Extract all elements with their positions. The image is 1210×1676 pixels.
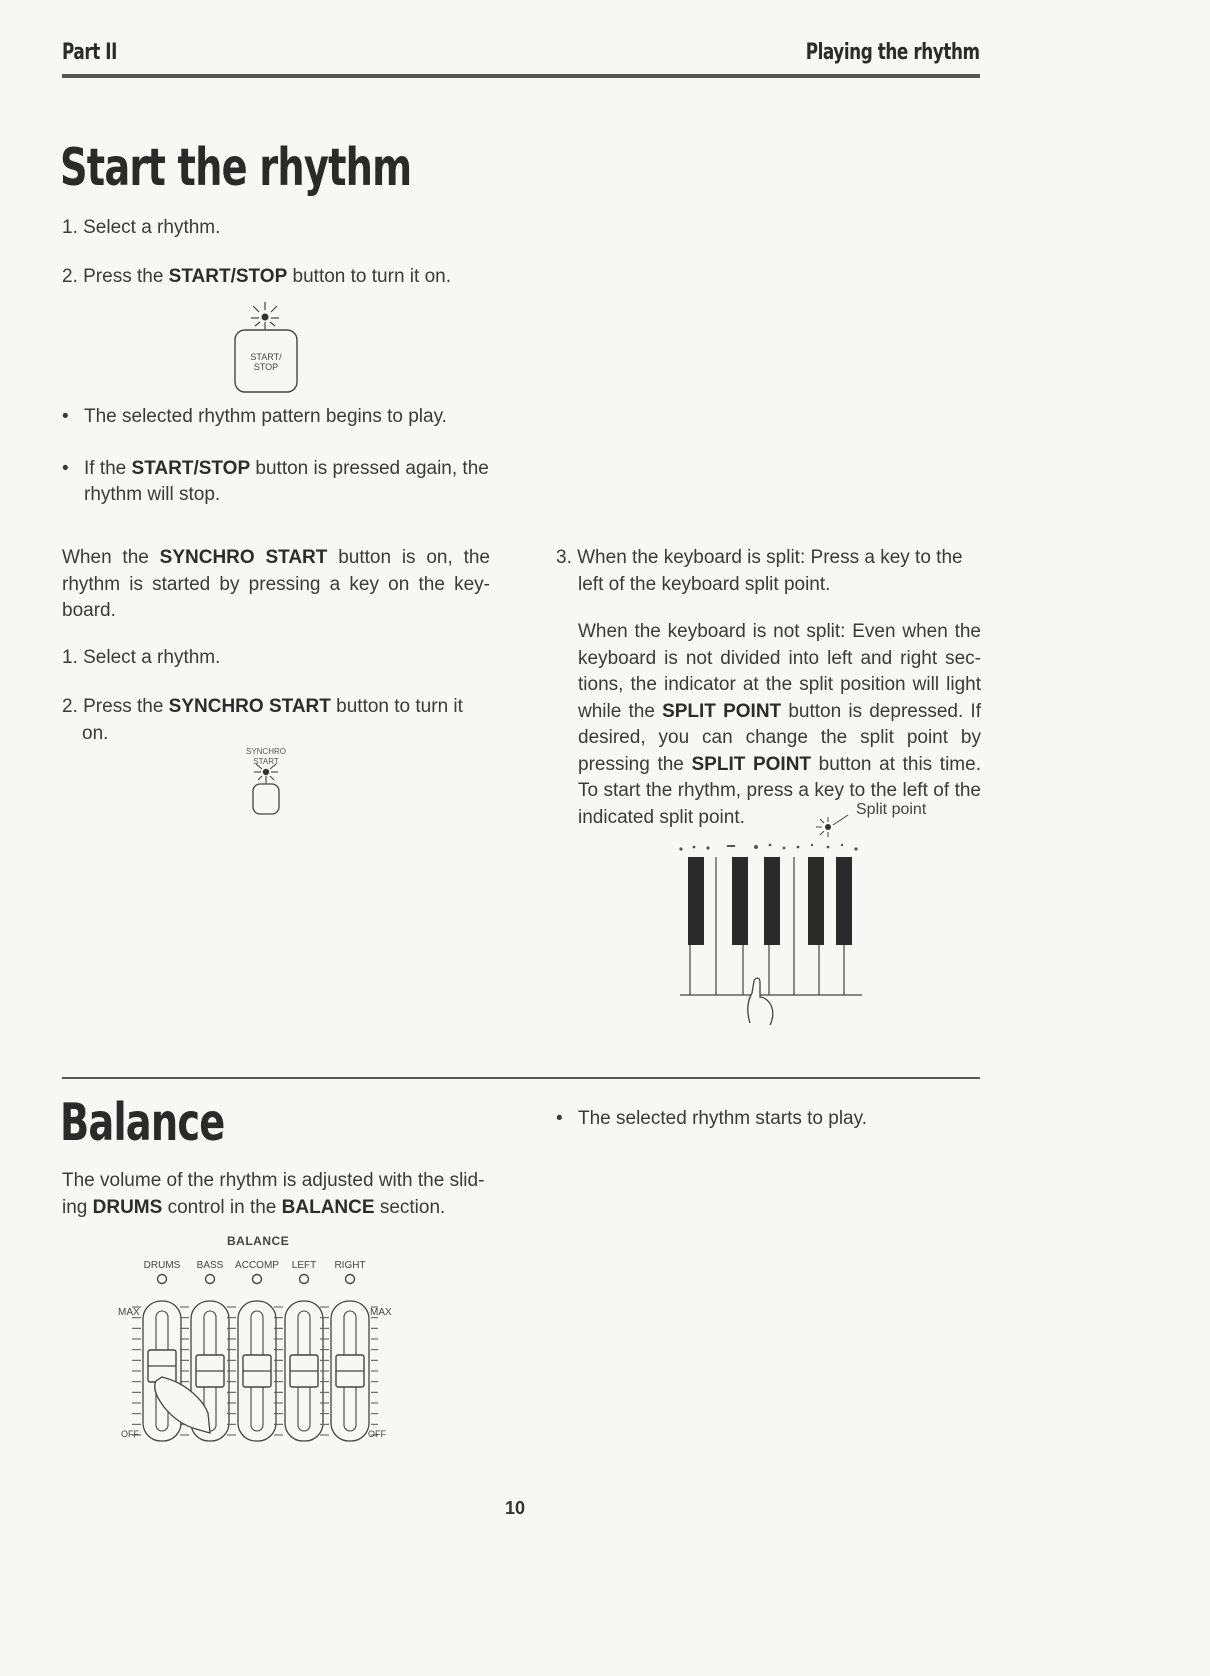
- max-label-right: MAX: [370, 1307, 392, 1318]
- balance-title: Balance: [60, 1093, 225, 1153]
- channel-label-bass: BASS: [196, 1260, 224, 1271]
- split-point-label: Split point: [856, 801, 927, 818]
- split-indicator-rays-icon: [816, 815, 848, 837]
- channel-lamp-icon: [300, 1275, 309, 1284]
- split-indicator-lamp-icon: [825, 824, 831, 830]
- off-label-right: OFF: [368, 1429, 386, 1439]
- start-bullet-1: • The selected rhythm pattern begins to play.: [62, 404, 524, 431]
- start-stop-button-figure: [225, 298, 305, 398]
- start-title: Start the rhythm: [60, 138, 412, 198]
- start-step-2: 2. Press the START/STOP button to turn it on.: [62, 266, 451, 287]
- header-section: Playing the rhythm: [806, 40, 980, 65]
- start-step-1: 1. Select a rhythm.: [62, 217, 221, 238]
- split-paragraph: When the keyboard is not split: Even when the keyboard is not divided into left and right sec-tions, the indicator at the split position will light while the SPLIT POINT button is depressed. If desired, you can change the split point by pressing the SPLIT POINT button at this time. To start the rhythm, press a key to the left of the indicated split point.: [578, 621, 981, 828]
- channel-lamp-icon: [346, 1275, 355, 1284]
- start-stop-key-label-1: START/: [250, 352, 282, 362]
- black-keys: [688, 857, 852, 945]
- header-rule: [62, 74, 980, 78]
- synchro-lamp-icon: [263, 769, 269, 775]
- synchro-key-icon: [253, 784, 279, 814]
- balance-panel-title: BALANCE: [227, 1234, 290, 1248]
- synchro-start-button-figure: [234, 744, 298, 824]
- header-part: Part II: [62, 40, 117, 65]
- synchro-key-label-1: SYNCHRO: [245, 747, 287, 756]
- max-label-left: MAX: [118, 1307, 140, 1318]
- off-label-left: OFF: [121, 1429, 139, 1439]
- synchro-step-1: 1. Select a rhythm.: [62, 647, 221, 668]
- split-step-3: 3. When the keyboard is split: Press a key to the left of the keyboard split point.: [556, 547, 963, 595]
- channel-label-left: LEFT: [291, 1260, 317, 1271]
- balance-paragraph: The volume of the rhythm is adjusted with the slid-ing DRUMS control in the BALANCE section.: [62, 1170, 485, 1218]
- page-number: 10: [505, 1498, 526, 1518]
- channel-label-accomp: ACCOMP: [235, 1260, 279, 1271]
- channel-lamp-icon: [158, 1275, 167, 1284]
- start-stop-key-label-2: STOP: [253, 362, 279, 372]
- channel-lamp-icon: [253, 1275, 262, 1284]
- synchro-key-label-2: START: [253, 757, 279, 766]
- channel-label-right: RIGHT: [334, 1260, 366, 1271]
- balance-sliders-figure: [112, 1233, 402, 1463]
- synchro-step-2: 2. Press the SYNCHRO START button to turn it on.: [62, 696, 463, 744]
- balance-panel: [112, 1233, 402, 1463]
- channel-lamp-icon: [206, 1275, 215, 1284]
- keyboard-indicator-row: [679, 844, 857, 851]
- start-bullet-2: • If the START/STOP button is pressed again, the rhythm will stop.: [62, 456, 524, 509]
- section-rule: [62, 1077, 980, 1079]
- keyboard-figure: [676, 805, 866, 1030]
- split-bullet: • The selected rhythm starts to play.: [556, 1106, 1003, 1133]
- lamp-icon: [262, 314, 269, 321]
- synchro-intro: When the SYNCHRO START button is on, the rhythm is started by pressing a key on the key-board.: [62, 547, 490, 621]
- channel-label-drums: DRUMS: [143, 1260, 181, 1271]
